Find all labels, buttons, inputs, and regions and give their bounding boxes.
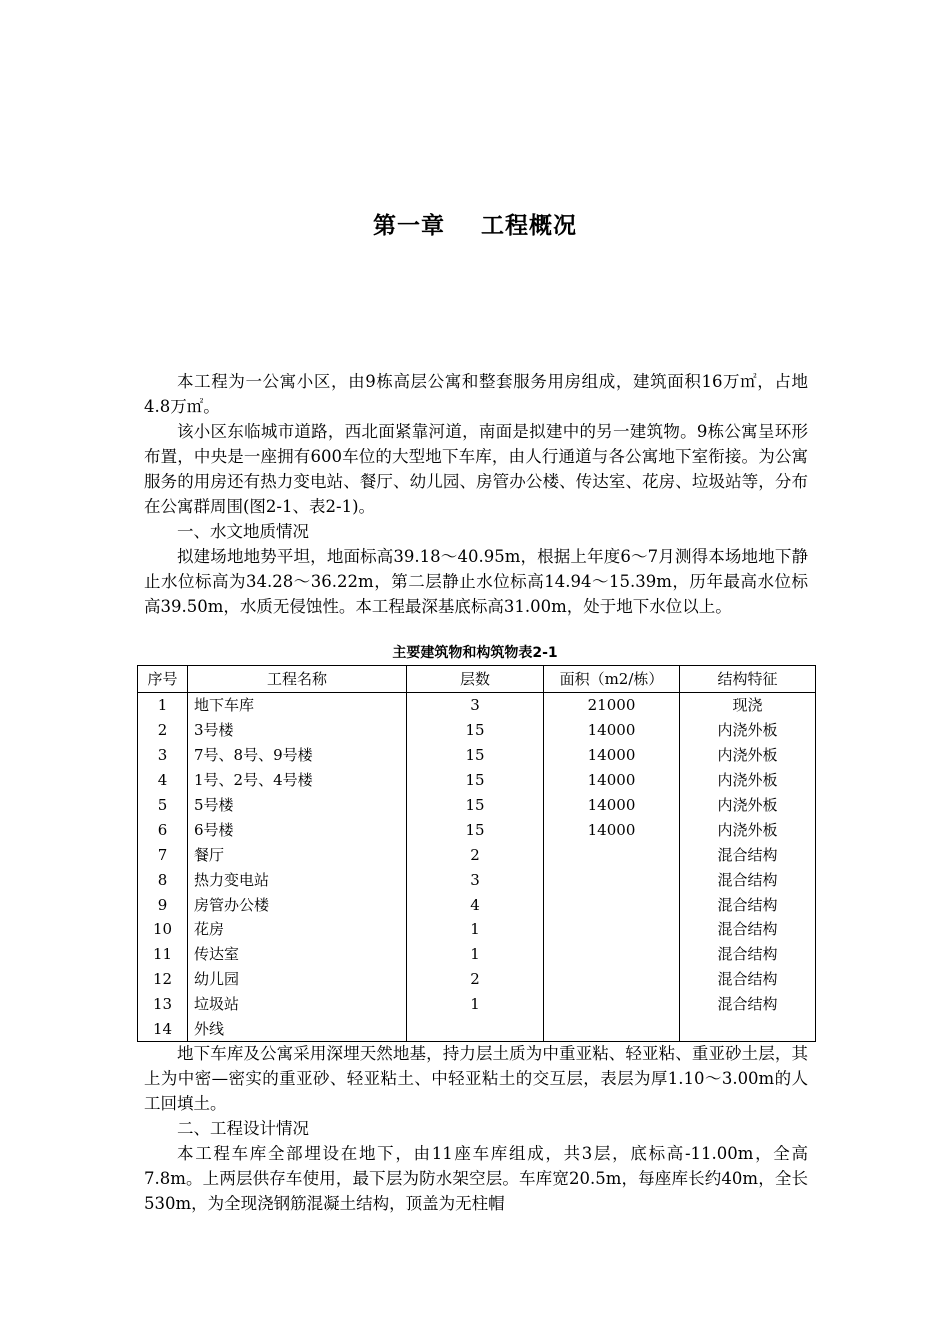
- cell-name: 幼儿园: [188, 967, 407, 992]
- table-row: [138, 1017, 816, 1042]
- cell-floors: 15: [407, 743, 544, 768]
- paragraph-foundation: 地下车库及公寓采用深埋天然地基，持力层土质为中重亚粘、轻亚粘、重亚砂土层，其上为中密—密实的重亚砂、轻亚粘土、中轻亚粘土的交互层，表层为厚1.10～3.00m的人工回填土。: [144, 1044, 808, 1113]
- cell-floors: 15: [407, 768, 544, 793]
- cell-name: 热力变电站: [188, 867, 407, 892]
- cell-area: [544, 967, 680, 992]
- cell-name: 餐厅: [188, 842, 407, 867]
- table-row: [138, 842, 816, 867]
- cell-structure: 现浇: [680, 693, 816, 718]
- cell-area: 14000: [544, 793, 680, 818]
- cell-name: 外线: [188, 1017, 407, 1042]
- cell-name: 传达室: [188, 942, 407, 967]
- cell-structure: 混合结构: [680, 967, 816, 992]
- paragraph-site-location: 该小区东临城市道路，西北面紧靠河道，南面是拟建中的另一建筑物。9栋公寓呈环形布置，中央是一座拥有600车位的大型地下车库，由人行通道与各公寓地下室衔接。为公寓服务的用房还有热力变电站、餐厅、幼儿园、房管办公楼、传达室、花房、垃圾站等，分布在公寓群周围(图2-1、表2-1)。: [144, 422, 808, 516]
- header-structure: 结构特征: [680, 666, 816, 693]
- cell-area: [544, 992, 680, 1017]
- cell-structure: 混合结构: [680, 842, 816, 867]
- header-index: 序号: [138, 666, 188, 693]
- cell-name: 地下车库: [188, 693, 407, 718]
- cell-index: 2: [138, 718, 188, 743]
- cell-index: 14: [138, 1017, 188, 1042]
- cell-structure: 内浇外板: [680, 718, 816, 743]
- cell-structure: 混合结构: [680, 867, 816, 892]
- table-row: [138, 793, 816, 818]
- cell-floors: 1: [407, 917, 544, 942]
- cell-name: 房管办公楼: [188, 892, 407, 917]
- table-row: [138, 768, 816, 793]
- cell-structure: 内浇外板: [680, 768, 816, 793]
- cell-structure: 混合结构: [680, 917, 816, 942]
- cell-name: 6号楼: [188, 817, 407, 842]
- table-row: [138, 693, 816, 718]
- table-row: [138, 743, 816, 768]
- cell-floors: 15: [407, 718, 544, 743]
- cell-floors: 15: [407, 817, 544, 842]
- cell-name: 5号楼: [188, 793, 407, 818]
- cell-area: 14000: [544, 718, 680, 743]
- cell-floors: 2: [407, 842, 544, 867]
- cell-name: 1号、2号、4号楼: [188, 768, 407, 793]
- foundation-text-block: [144, 1041, 808, 1216]
- table-row: [138, 892, 816, 917]
- chapter-title: 第一章 工程概况: [372, 213, 578, 239]
- table-row: [138, 718, 816, 743]
- cell-floors: 15: [407, 793, 544, 818]
- cell-structure: 内浇外板: [680, 817, 816, 842]
- header-floors: 层数: [407, 666, 544, 693]
- cell-floors: [407, 1017, 544, 1042]
- cell-floors: 2: [407, 967, 544, 992]
- table-row: [138, 942, 816, 967]
- cell-area: [544, 842, 680, 867]
- cell-floors: 1: [407, 992, 544, 1017]
- table-row: [138, 867, 816, 892]
- heading-design: 二、工程设计情况: [177, 1119, 309, 1138]
- cell-index: 6: [138, 817, 188, 842]
- paragraph-project-overview: 本工程为一公寓小区，由9栋高层公寓和整套服务用房组成，建筑面积16万㎡，占地4.8万㎡。: [144, 372, 808, 416]
- cell-index: 7: [138, 842, 188, 867]
- cell-area: 21000: [544, 693, 680, 718]
- cell-index: 11: [138, 942, 188, 967]
- cell-structure: 内浇外板: [680, 793, 816, 818]
- cell-area: 14000: [544, 743, 680, 768]
- cell-index: 13: [138, 992, 188, 1017]
- intro-text-block: [144, 369, 808, 619]
- cell-structure: 混合结构: [680, 992, 816, 1017]
- cell-floors: 4: [407, 892, 544, 917]
- table-row: [138, 917, 816, 942]
- buildings-table: [137, 665, 816, 1042]
- table-caption: 主要建筑物和构筑物表2-1: [392, 645, 558, 661]
- cell-area: [544, 917, 680, 942]
- paragraph-hydrogeology: 拟建场地地势平坦，地面标高39.18～40.95m，根据上年度6～7月测得本场地地下静止水位标高为34.28～36.22m，第二层静止水位标高14.94～15.39m，历年最高水位标高39.50m，水质无侵蚀性。本工程最深基底标高31.00m，处于地下水位以上。: [144, 547, 808, 616]
- cell-area: 14000: [544, 817, 680, 842]
- cell-area: [544, 892, 680, 917]
- cell-name: 7号、8号、9号楼: [188, 743, 407, 768]
- cell-area: 14000: [544, 768, 680, 793]
- table-header-row: [138, 666, 816, 693]
- cell-area: [544, 942, 680, 967]
- cell-index: 1: [138, 693, 188, 718]
- cell-index: 3: [138, 743, 188, 768]
- cell-index: 5: [138, 793, 188, 818]
- cell-name: 3号楼: [188, 718, 407, 743]
- cell-structure: 混合结构: [680, 942, 816, 967]
- table-row: [138, 967, 816, 992]
- cell-index: 10: [138, 917, 188, 942]
- table-row: [138, 992, 816, 1017]
- cell-index: 12: [138, 967, 188, 992]
- cell-structure: 内浇外板: [680, 743, 816, 768]
- cell-structure: [680, 1017, 816, 1042]
- cell-index: 9: [138, 892, 188, 917]
- cell-floors: 1: [407, 942, 544, 967]
- cell-name: 花房: [188, 917, 407, 942]
- cell-area: [544, 1017, 680, 1042]
- heading-hydrogeology: 一、水文地质情况: [177, 522, 309, 541]
- table-row: [138, 817, 816, 842]
- paragraph-design: 本工程车库全部埋设在地下，由11座车库组成，共3层，底标高-11.00m，全高7.8m。上两层供存车使用，最下层为防水架空层。车库宽20.5m，每座库长约40m，全长530m，为全现浇钢筋混凝土结构，顶盖为无柱帽: [144, 1144, 808, 1213]
- cell-floors: 3: [407, 693, 544, 718]
- header-area: 面积（m2/栋）: [544, 666, 680, 693]
- cell-name: 垃圾站: [188, 992, 407, 1017]
- table-body: [138, 693, 816, 1042]
- header-name: 工程名称: [188, 666, 407, 693]
- cell-index: 4: [138, 768, 188, 793]
- cell-structure: 混合结构: [680, 892, 816, 917]
- cell-floors: 3: [407, 867, 544, 892]
- cell-index: 8: [138, 867, 188, 892]
- cell-area: [544, 867, 680, 892]
